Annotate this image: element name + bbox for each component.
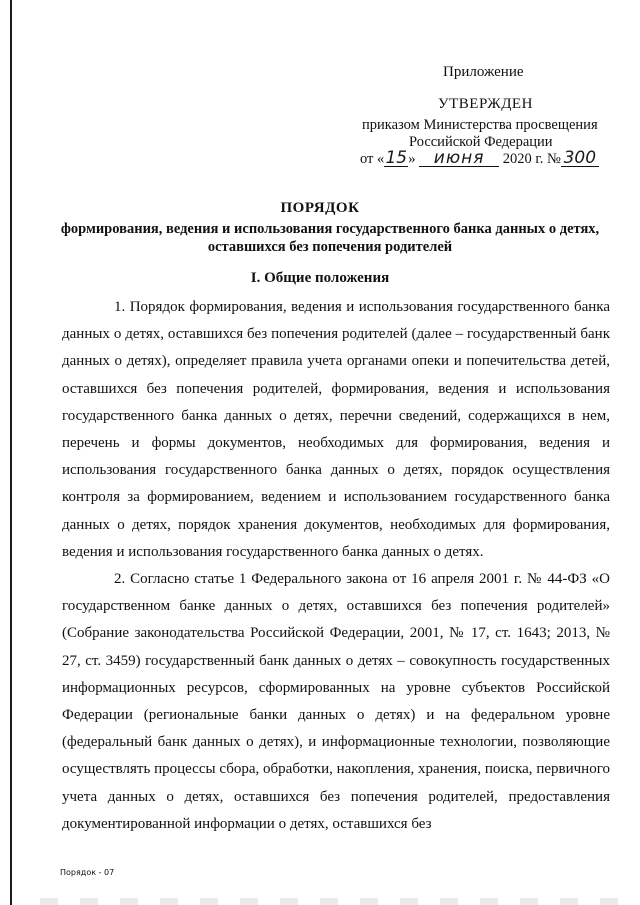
order-date-line [360, 150, 599, 168]
document-body [62, 294, 610, 838]
date-prefix: от « [360, 151, 385, 167]
section-heading: I. Общие положения [250, 270, 390, 286]
order-issuer-line2: Российской Федерации [409, 134, 553, 150]
date-close: » [408, 151, 416, 167]
document-title: ПОРЯДОК [280, 200, 360, 216]
date-month-handwritten: июня [419, 150, 499, 167]
approved-stamp-text: УТВЕРЖДЕН [438, 96, 533, 112]
scan-bleed-through [40, 898, 620, 905]
date-year: 2020 г. № [502, 151, 561, 167]
appendix-label: Приложение [443, 64, 524, 80]
date-day-handwritten: 15 [385, 148, 408, 168]
order-number-handwritten: 300 [561, 150, 599, 167]
page-footer: Порядок - 07 [60, 868, 115, 877]
document-subtitle: формирования, ведения и использования государственного банка данных о детях, оставшихся без попечения родителей [60, 221, 600, 255]
scan-edge [10, 0, 12, 905]
order-issuer-line1: приказом Министерства просвещения [362, 117, 598, 133]
paragraph-2: 2. Согласно статье 1 Федерального закона от 16 апреля 2001 г. № 44-ФЗ «О государственном банке данных о детях, оставшихся без попечения родителей» (Собрание законодательства Российской Федерации, 2001, № 17, ст. 1643; 2013, № 27, ст. 3459) государственный банк данных о детях – совокупность государственных информационных ресурсов, сформированных на уровне субъектов Российской Федерации (региональные банки данных о детях) и на федеральном уровне (федеральный банк данных о детях), и информационные технологии, позволяющие осуществлять процессы сбора, обработки, накопления, хранения, поиска, первичного учета данных о детях, оставшихся без попечения родителей, предоставления документированной информации о детях, оставшихся без [62, 571, 610, 832]
paragraph-1: 1. Порядок формирования, ведения и использования государственного банка данных о детях, оставшихся без попечения родителей (далее – государственный банк данных о детях), определяет правила учета органами опеки и попечительства детей, оставшихся без попечения родителей, формирования, ведения и использования государственного банка данных о детях, перечни сведений, содержащихся в нем, перечень и формы документов, необходимых для формирования, ведения и использования государственного банка данных о детях, порядок осуществления контроля за формированием, ведением и использованием государственного банка данных о детях, порядок хранения документов, необходимых для формирования, ведения и использования государственного банка данных о детях. [62, 299, 610, 560]
